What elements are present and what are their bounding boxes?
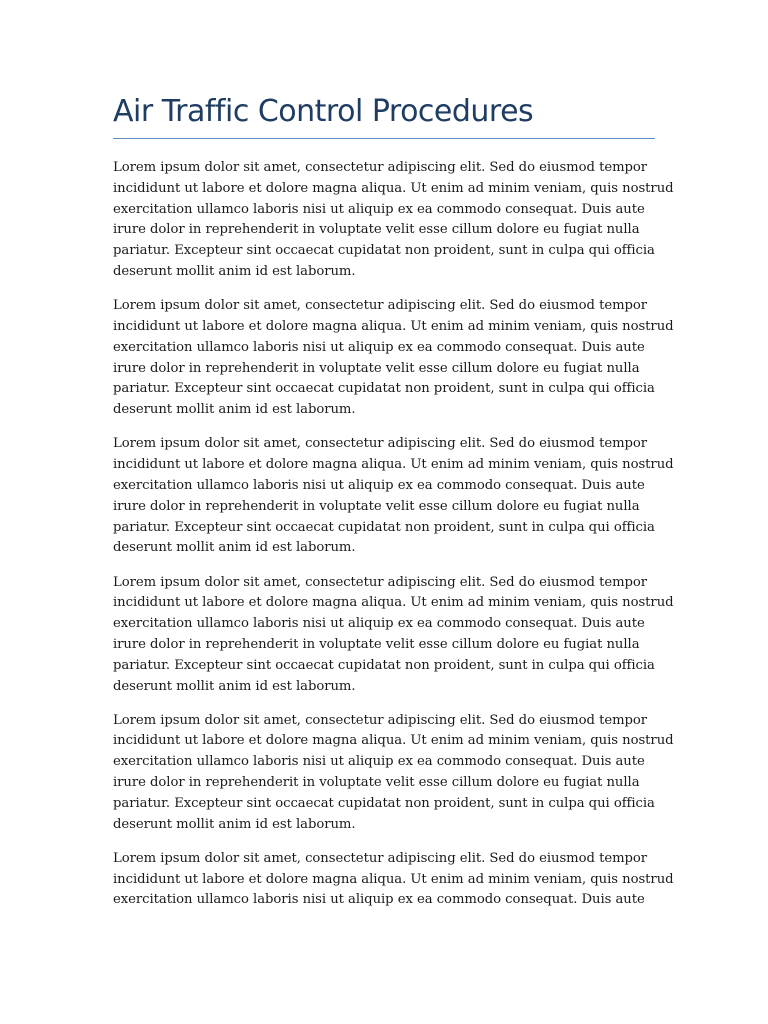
paragraph-line: exercitation ullamco laboris nisi ut aliquip ex ea commodo consequat. Duis aute: [113, 477, 645, 493]
body-paragraph: [113, 434, 674, 559]
paragraph-line: deserunt mollit anim id est laborum.: [113, 678, 356, 694]
paragraph-line: irure dolor in reprehenderit in voluptate velit esse cillum dolore eu fugiat nulla: [113, 222, 640, 238]
paragraph-line: incididunt ut labore et dolore magna aliqua. Ut enim ad minim veniam, quis nostrud: [113, 595, 674, 611]
body-paragraph: [113, 158, 674, 283]
paragraph-line: pariatur. Excepteur sint occaecat cupidatat non proident, sunt in culpa qui officia: [113, 519, 655, 535]
paragraph-line: irure dolor in reprehenderit in voluptate velit esse cillum dolore eu fugiat nulla: [113, 360, 640, 376]
paragraph-line: exercitation ullamco laboris nisi ut aliquip ex ea commodo consequat. Duis aute: [113, 339, 645, 355]
paragraph-line: Lorem ipsum dolor sit amet, consectetur adipiscing elit. Sed do eiusmod tempor: [113, 298, 648, 314]
paragraph-line: irure dolor in reprehenderit in voluptate velit esse cillum dolore eu fugiat nulla: [113, 636, 640, 652]
paragraph-line: exercitation ullamco laboris nisi ut aliquip ex ea commodo consequat. Duis aute: [113, 616, 645, 632]
paragraph-line: deserunt mollit anim id est laborum.: [113, 540, 356, 556]
paragraph-line: pariatur. Excepteur sint occaecat cupidatat non proident, sunt in culpa qui officia: [113, 243, 655, 259]
document-page: [113, 92, 674, 925]
paragraph-line: incididunt ut labore et dolore magna aliqua. Ut enim ad minim veniam, quis nostrud: [113, 871, 674, 887]
body-paragraph: [113, 296, 674, 421]
paragraph-line: Lorem ipsum dolor sit amet, consectetur adipiscing elit. Sed do eiusmod tempor: [113, 712, 648, 728]
paragraph-line: pariatur. Excepteur sint occaecat cupidatat non proident, sunt in culpa qui officia: [113, 381, 655, 397]
paragraph-line: exercitation ullamco laboris nisi ut aliquip ex ea commodo consequat. Duis aute: [113, 754, 645, 770]
paragraph-line: exercitation ullamco laboris nisi ut aliquip ex ea commodo consequat. Duis aute: [113, 201, 645, 217]
paragraph-line: exercitation ullamco laboris nisi ut aliquip ex ea commodo consequat. Duis aute: [113, 892, 645, 908]
paragraph-line: Lorem ipsum dolor sit amet, consectetur adipiscing elit. Sed do eiusmod tempor: [113, 160, 648, 175]
body-paragraph: [113, 711, 674, 836]
paragraph-line: incididunt ut labore et dolore magna aliqua. Ut enim ad minim veniam, quis nostrud: [113, 733, 674, 749]
paragraph-line: incididunt ut labore et dolore magna aliqua. Ut enim ad minim veniam, quis nostrud: [113, 318, 674, 334]
paragraph-line: Lorem ipsum dolor sit amet, consectetur adipiscing elit. Sed do eiusmod tempor: [113, 436, 648, 452]
paragraph-line: incididunt ut labore et dolore magna aliqua. Ut enim ad minim veniam, quis nostrud: [113, 180, 674, 196]
paragraph-line: deserunt mollit anim id est laborum.: [113, 816, 356, 832]
paragraph-line: Lorem ipsum dolor sit amet, consectetur adipiscing elit. Sed do eiusmod tempor: [113, 574, 648, 590]
paragraph-line: incididunt ut labore et dolore magna aliqua. Ut enim ad minim veniam, quis nostrud: [113, 457, 674, 473]
paragraph-line: irure dolor in reprehenderit in voluptate velit esse cillum dolore eu fugiat nulla: [113, 498, 640, 514]
document-body: [113, 158, 674, 911]
paragraph-line: Lorem ipsum dolor sit amet, consectetur adipiscing elit. Sed do eiusmod tempor: [113, 850, 648, 866]
paragraph-line: deserunt mollit anim id est laborum.: [113, 402, 356, 418]
body-paragraph: [113, 573, 674, 698]
body-paragraph: [113, 849, 674, 911]
paragraph-line: deserunt mollit anim id est laborum.: [113, 263, 356, 279]
paragraph-line: irure dolor in reprehenderit in voluptate velit esse cillum dolore eu fugiat nulla: [113, 775, 640, 791]
paragraph-line: pariatur. Excepteur sint occaecat cupidatat non proident, sunt in culpa qui officia: [113, 795, 655, 811]
document-title: Air Traffic Control Procedures: [113, 92, 655, 139]
paragraph-line: pariatur. Excepteur sint occaecat cupidatat non proident, sunt in culpa qui officia: [113, 657, 655, 673]
